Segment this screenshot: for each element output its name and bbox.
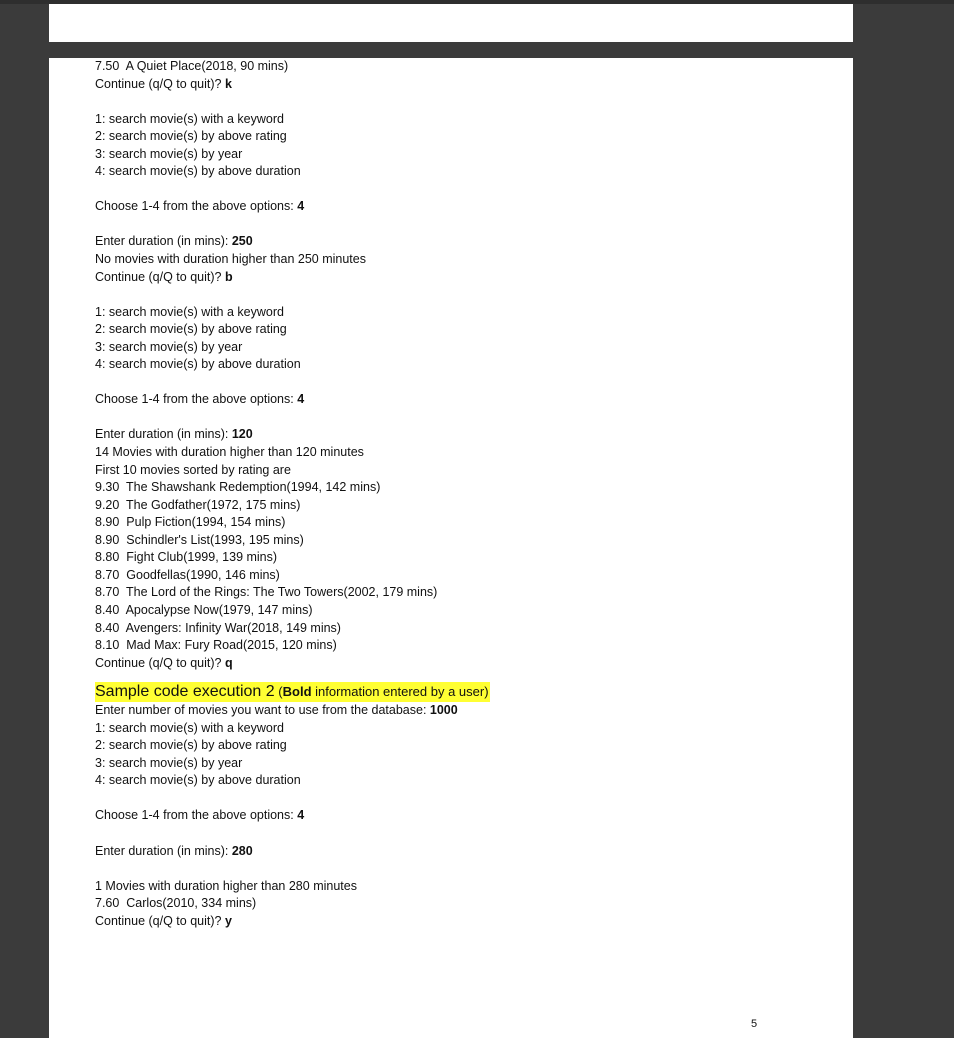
console-line — [95, 843, 735, 861]
console-line — [95, 637, 735, 655]
line-text: 1: search movie(s) with a keyword — [95, 111, 284, 126]
user-input: 4 — [297, 392, 305, 407]
line-text: 8.40 Avengers: Infinity War(2018, 149 mins) — [95, 620, 341, 635]
console-line — [95, 128, 735, 146]
line-text: 2: search movie(s) by above rating — [95, 738, 287, 753]
console-line — [95, 356, 735, 374]
line-text: Enter duration (in mins): — [95, 234, 232, 249]
previous-page — [49, 4, 853, 42]
line-text: 4: search movie(s) by above duration — [95, 164, 301, 179]
console-line — [95, 772, 735, 790]
user-input: b — [224, 269, 233, 284]
user-input: 250 — [231, 234, 253, 249]
console-line — [95, 321, 735, 339]
console-line — [95, 426, 735, 444]
page-content — [95, 58, 735, 930]
console-line — [95, 198, 735, 216]
line-text: 14 Movies with duration higher than 120 minutes — [95, 445, 364, 460]
line-text: 7.60 Carlos(2010, 334 mins) — [95, 896, 257, 911]
line-text: 2: search movie(s) by above rating — [95, 129, 287, 144]
console-line — [95, 702, 735, 720]
section-heading — [95, 682, 735, 702]
console-line — [95, 620, 735, 638]
console-line — [95, 878, 735, 896]
console-line — [95, 163, 735, 181]
console-line — [95, 895, 735, 913]
console-line — [95, 532, 735, 550]
line-text: Enter duration (in mins): — [95, 843, 232, 858]
line-text: 8.40 Apocalypse Now(1979, 147 mins) — [95, 602, 313, 617]
user-input: 280 — [231, 843, 253, 858]
line-text: Continue (q/Q to quit)? — [95, 655, 225, 670]
line-text: First 10 movies sorted by rating are — [95, 462, 291, 477]
line-text: 8.70 The Lord of the Rings: The Two Towers(2002, 179 mins) — [95, 585, 438, 600]
console-line — [95, 549, 735, 567]
console-line — [95, 602, 735, 620]
line-text: 8.80 Fight Club(1999, 139 mins) — [95, 550, 278, 565]
blank-line — [95, 93, 735, 111]
line-text: Enter duration (in mins): — [95, 427, 232, 442]
line-text: 1: search movie(s) with a keyword — [95, 720, 284, 735]
line-text: 8.90 Pulp Fiction(1994, 154 mins) — [95, 515, 286, 530]
heading-paren-open: ( — [274, 684, 283, 700]
blank-line — [95, 860, 735, 878]
line-text: No movies with duration higher than 250 minutes — [95, 252, 366, 267]
console-line — [95, 479, 735, 497]
blank-line — [95, 825, 735, 843]
console-line — [95, 251, 735, 269]
console-line — [95, 737, 735, 755]
line-text: 8.70 Goodfellas(1990, 146 mins) — [95, 567, 280, 582]
line-text: 4: search movie(s) by above duration — [95, 357, 301, 372]
console-line — [95, 584, 735, 602]
line-text: Choose 1-4 from the above options: — [95, 808, 298, 823]
line-text: Enter number of movies you want to use from the database: — [95, 703, 430, 718]
console-output-block-1 — [95, 58, 735, 672]
blank-line — [95, 216, 735, 234]
line-text: 7.50 A Quiet Place(2018, 90 mins) — [95, 59, 289, 73]
console-line — [95, 462, 735, 480]
line-text: 8.10 Mad Max: Fury Road(2015, 120 mins) — [95, 638, 337, 653]
page-number: 5 — [751, 1018, 758, 1030]
heading-title: Sample code execution 2 — [95, 683, 275, 701]
console-line — [95, 514, 735, 532]
line-text: 9.30 The Shawshank Redemption(1994, 142 mins) — [95, 480, 381, 495]
console-line — [95, 567, 735, 585]
user-input: k — [224, 76, 232, 91]
console-line — [95, 233, 735, 251]
user-input: 120 — [231, 427, 253, 442]
console-line — [95, 391, 735, 409]
highlighted-heading — [95, 682, 490, 702]
user-input: 4 — [297, 199, 305, 214]
line-text: Continue (q/Q to quit)? — [95, 269, 225, 284]
console-line — [95, 76, 735, 94]
console-line — [95, 444, 735, 462]
blank-line — [95, 790, 735, 808]
user-input: 1000 — [429, 703, 458, 718]
line-text: 2: search movie(s) by above rating — [95, 322, 287, 337]
console-line — [95, 913, 735, 931]
blank-line — [95, 286, 735, 304]
user-input: 4 — [297, 808, 305, 823]
line-text: 1 Movies with duration higher than 280 minutes — [95, 878, 357, 893]
line-text: 1: search movie(s) with a keyword — [95, 304, 284, 319]
line-text: Continue (q/Q to quit)? — [95, 76, 225, 91]
user-input: q — [224, 655, 233, 670]
line-text: Continue (q/Q to quit)? — [95, 913, 225, 928]
line-text: 8.90 Schindler's List(1993, 195 mins) — [95, 532, 304, 547]
console-line — [95, 497, 735, 515]
blank-line — [95, 181, 735, 199]
blank-line — [95, 409, 735, 427]
console-line — [95, 146, 735, 164]
heading-rest: information entered by a user) — [311, 684, 489, 700]
line-text: 3: search movie(s) by year — [95, 755, 243, 770]
console-line — [95, 339, 735, 357]
console-line — [95, 655, 735, 673]
console-output-block-2 — [95, 702, 735, 930]
console-line — [95, 269, 735, 287]
line-text: 3: search movie(s) by year — [95, 339, 243, 354]
line-text: 3: search movie(s) by year — [95, 146, 243, 161]
line-text: 9.20 The Godfather(1972, 175 mins) — [95, 497, 301, 512]
line-text: Choose 1-4 from the above options: — [95, 199, 298, 214]
console-line — [95, 755, 735, 773]
console-line — [95, 807, 735, 825]
line-text: Choose 1-4 from the above options: — [95, 392, 298, 407]
console-line — [95, 58, 735, 76]
console-line — [95, 111, 735, 129]
console-line — [95, 304, 735, 322]
user-input: y — [224, 913, 232, 928]
heading-bold-word: Bold — [282, 684, 312, 700]
blank-line — [95, 374, 735, 392]
console-line — [95, 720, 735, 738]
line-text: 4: search movie(s) by above duration — [95, 773, 301, 788]
